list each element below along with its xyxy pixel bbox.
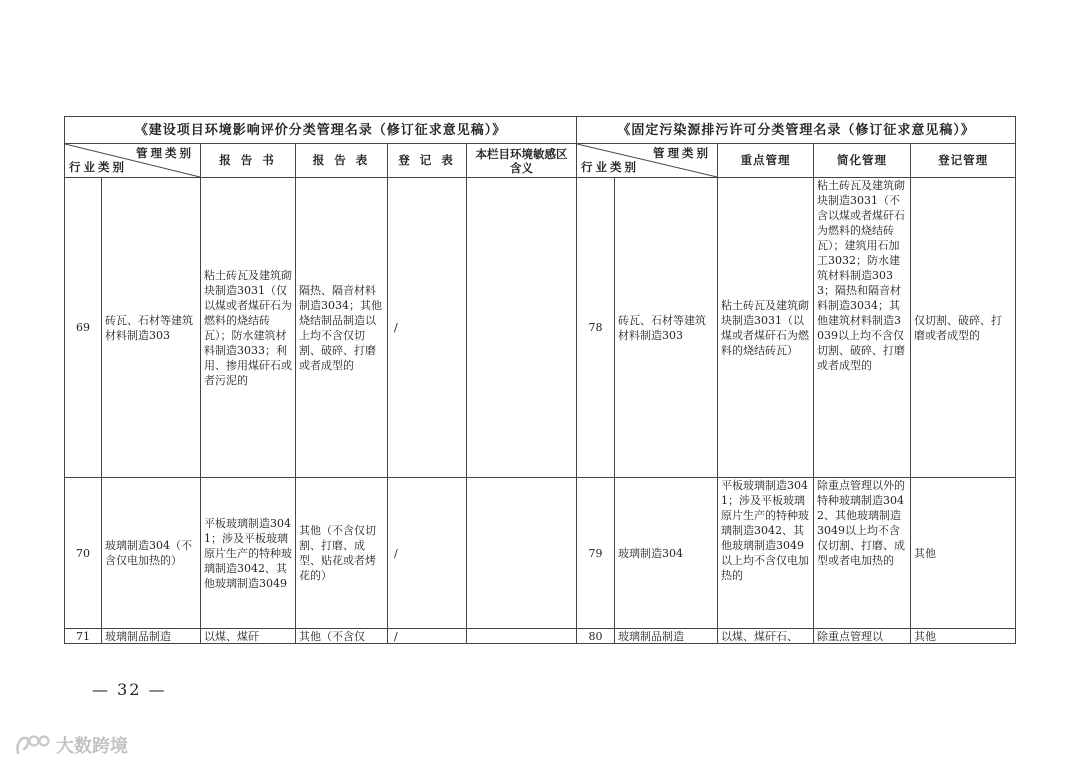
table-row [65, 629, 1016, 644]
key-management-cell: 平板玻璃制造3041；涉及平板玻璃原片生产的特种玻璃制造3042、其他玻璃制造3049以上均不含仅电加热的 [718, 478, 814, 629]
header-report-form: 报 告 表 [296, 144, 388, 178]
header-registration-management: 登记管理 [911, 144, 1016, 178]
row-number: 78 [577, 178, 615, 478]
watermark-text: 大数跨境 [56, 736, 128, 757]
row-number: 79 [577, 478, 615, 629]
registration-form-cell: / [388, 478, 467, 629]
right-header-industry-category: 行业类别 [581, 160, 640, 174]
registration-management-cell: 其他 [911, 629, 1016, 644]
left-header-industry-category: 行业类别 [69, 160, 127, 174]
table-row [65, 178, 1016, 478]
row-number: 69 [65, 178, 102, 478]
industry-category: 玻璃制造304（不含仅电加热的） [102, 478, 201, 629]
page-number: — 32 — [92, 680, 167, 699]
left-table-title: 《建设项目环境影响评价分类管理名录（修订征求意见稿）》 [65, 117, 577, 144]
row-number: 71 [65, 629, 102, 644]
header-simplified-management: 简化管理 [814, 144, 911, 178]
sensitive-area-cell [467, 478, 577, 629]
industry-category: 玻璃制品制造 [615, 629, 718, 644]
table-row [65, 478, 1016, 629]
right-table-title: 《固定污染源排污许可分类管理名录（修订征求意见稿）》 [577, 117, 1016, 144]
header-registration-form: 登 记 表 [388, 144, 467, 178]
registration-management-cell: 其他 [911, 478, 1016, 629]
industry-category: 砖瓦、石材等建筑材料制造303 [102, 178, 201, 478]
registration-form-cell: / [388, 178, 467, 478]
watermark [14, 732, 128, 758]
report-form-cell: 隔热、隔音材料制造3034；其他烧结制品制造以上均不含仅切割、破碎、打磨或者成型的 [296, 178, 388, 478]
industry-category: 砖瓦、石材等建筑材料制造303 [615, 178, 718, 478]
simplified-management-cell: 粘土砖瓦及建筑砌块制造3031（不含以煤或者煤矸石为燃料的烧结砖瓦）；建筑用石加工3032；防水建筑材料制造3033；隔热和隔音材料制造3034；其他建筑材料制造3039以上均不含仅切割、破碎、打磨或者成型的 [814, 178, 911, 478]
classification-table [64, 116, 1016, 644]
registration-form-cell: / [388, 629, 467, 644]
industry-category: 玻璃制品制造 [102, 629, 201, 644]
left-diagonal-header [65, 144, 201, 178]
key-management-cell: 以煤、煤矸石、 [718, 629, 814, 644]
row-number: 80 [577, 629, 615, 644]
sensitive-area-cell [467, 178, 577, 478]
report-form-cell: 其他（不含仅切割、打磨、成型、贴花或者烤花的） [296, 478, 388, 629]
row-number: 70 [65, 478, 102, 629]
right-header-management-category: 管理类别 [653, 146, 712, 160]
header-key-management: 重点管理 [718, 144, 814, 178]
header-report-book: 报 告 书 [201, 144, 296, 178]
industry-category: 玻璃制造304 [615, 478, 718, 629]
report-form-cell: 其他（不含仅 [296, 629, 388, 644]
simplified-management-cell: 除重点管理以 [814, 629, 911, 644]
report-book-cell: 平板玻璃制造3041；涉及平板玻璃原片生产的特种玻璃制造3042、其他玻璃制造3049 [201, 478, 296, 629]
key-management-cell: 粘土砖瓦及建筑砌块制造3031（以煤或者煤矸石为燃料的烧结砖瓦） [718, 178, 814, 478]
registration-management-cell: 仅切割、破碎、打磨或者成型的 [911, 178, 1016, 478]
right-diagonal-header [577, 144, 718, 178]
brand-logo-icon [14, 733, 52, 757]
simplified-management-cell: 除重点管理以外的特种玻璃制造3042、其他玻璃制造3049以上均不含仅切割、打磨、成型或者电加热的 [814, 478, 911, 629]
report-book-cell: 粘土砖瓦及建筑砌块制造3031（仅以煤或者煤矸石为燃料的烧结砖瓦）；防水建筑材料制造3033；利用、掺用煤矸石或者污泥的 [201, 178, 296, 478]
header-sensitive-area: 本栏目环境敏感区含义 [467, 144, 577, 178]
report-book-cell: 以煤、煤矸 [201, 629, 296, 644]
sensitive-area-cell [467, 629, 577, 644]
left-header-management-category: 管理类别 [136, 146, 194, 160]
